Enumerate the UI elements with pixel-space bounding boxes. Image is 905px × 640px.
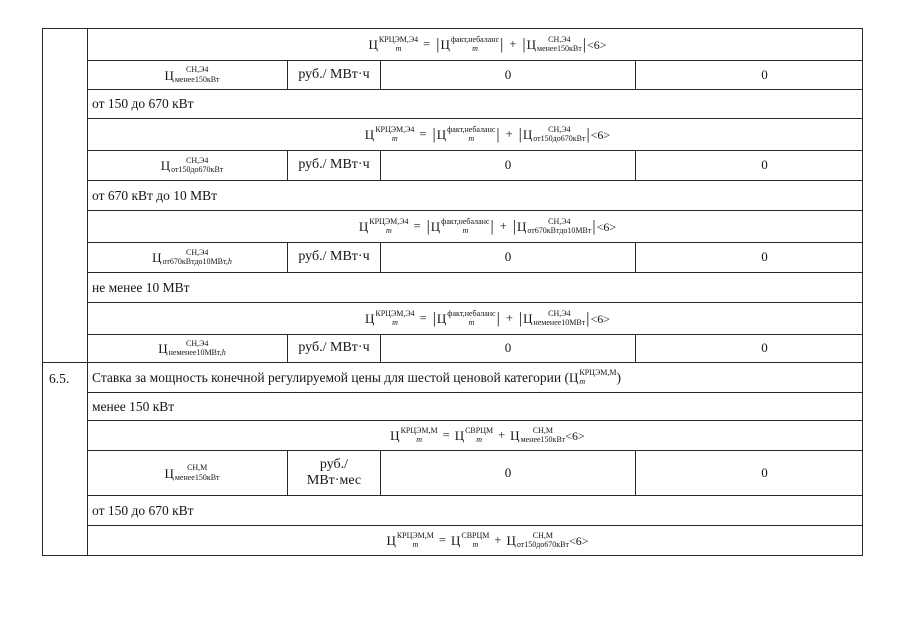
formula-symbol [158,340,226,358]
unit-cell [288,61,381,90]
symbol-superscript: СН,М [187,463,208,472]
value-cell [636,151,863,181]
symbol-base: Ц [450,533,461,548]
symbol-indices [441,218,489,236]
symbol-superscript: КРЦЭМ,Э4 [375,308,415,318]
formula-row [43,211,863,243]
formula-symbol [440,36,499,54]
symbol-subscript: от150до670кВт [171,165,224,174]
symbol-subscript: менее150кВт [537,44,582,53]
formula [365,310,610,328]
value-text: 0 [504,157,512,173]
symbol-subscript [579,378,616,387]
capacity-range-cell [88,273,863,303]
unit-cell [288,451,381,496]
symbol-indices [521,427,566,445]
formula-operator: | [518,125,522,143]
symbol-superscript: СВРЦМ [465,425,494,435]
formula-operator: | [582,35,586,53]
value-text: 0 [504,66,512,82]
formula-symbol [164,464,219,482]
symbol-subscript [369,227,408,236]
capacity-range-cell [88,393,863,421]
formula-symbol [437,310,496,328]
symbol-base: Ц [436,311,447,326]
formula-row [43,29,863,61]
symbol-subscript: неменее10МВт [533,318,586,327]
formula-operator: | [432,125,436,143]
value-cell [381,451,636,496]
symbol-superscript: факт,небаланс [447,124,496,134]
symbol-base: Ц [358,219,369,234]
symbol-base: Ц [440,37,450,52]
formula-operator: = [419,311,427,326]
symbol-superscript: СВРЦМ [461,530,490,540]
tariff-row [43,335,863,363]
symbol-base: Ц [569,370,579,385]
formula-operator: = [438,533,446,548]
symbol-base: Ц [368,37,378,52]
italic-index: m [468,318,475,327]
tariff-symbol-cell [88,335,288,363]
value-text: 0 [504,249,512,265]
tariff-symbol-cell [88,451,288,496]
tariff-row [43,243,863,273]
tariff-row [43,151,863,181]
capacity-range-cell [88,90,863,119]
formula-symbol [523,126,586,144]
formula-symbol [510,427,565,445]
symbol-indices [461,532,489,550]
capacity-range-label: не менее 10 МВт [92,279,190,295]
formula-operator: + [499,219,507,234]
symbol-subscript [465,436,493,445]
tariff-symbol [158,340,226,358]
formula [365,126,610,144]
formula-operator: | [586,125,590,143]
unit-label: руб./ МВт·ч [298,157,370,173]
symbol-superscript: КРЦЭМ,М [579,367,617,377]
capacity-range-label: от 670 кВт до 10 МВт [92,187,218,203]
tariff-symbol-cell [88,151,288,181]
formula-operator: + [505,127,513,142]
capacity-range-row [43,393,863,421]
symbol-subscript: менее150кВт [520,435,566,444]
value-text: 0 [761,464,768,480]
symbol-base: Ц [364,127,375,142]
capacity-range-row [43,181,863,211]
value-cell [636,335,863,363]
symbol-superscript: КРЦЭМ,М [396,530,434,540]
value-text: 0 [761,157,768,173]
tariff-symbol-cell [88,243,288,273]
symbol-base: Ц [510,428,520,443]
symbol-indices [579,369,616,387]
symbol-subscript [447,319,495,328]
symbol-superscript: КРЦЭМ,Э4 [378,34,419,44]
formula-symbol [164,66,219,84]
formula-symbol [369,36,419,54]
value-text: 0 [761,249,768,265]
symbol-superscript: СН,Э4 [185,247,209,257]
formula-symbol [359,218,409,236]
formula-symbol [451,532,489,550]
unit-cell [288,151,381,181]
section-number-cell [43,363,88,556]
formula-operator: | [512,217,516,235]
symbol-subscript: менее150кВт [174,74,220,84]
formula-operator: = [413,219,421,234]
formula-cell [88,119,863,151]
symbol-superscript: КРЦЭМ,Э4 [369,216,409,226]
symbol-base: Ц [164,67,174,83]
formula-row [43,303,863,335]
symbol-indices [162,249,231,267]
symbol-superscript: СН,Э4 [548,124,571,134]
unit-label: руб./ МВт·ч [298,249,370,265]
section-number-cell [43,29,88,363]
formula-operator: | [592,217,596,235]
italic-index: m [476,435,482,444]
formula-operator: | [432,309,436,327]
formula-cell [88,526,863,556]
italic-index: m [468,134,475,143]
symbol-base: Ц [516,219,527,234]
symbol-superscript: КРЦЭМ,М [400,425,438,435]
symbol-subscript: неменее10МВт,h [168,348,226,357]
formula-symbol [386,532,433,550]
symbol-superscript: факт,небаланс [450,34,500,44]
formula-operator: <6> [590,311,610,326]
value-text: 0 [761,340,768,356]
formula-operator: = [442,428,450,443]
symbol-superscript: СН,Э4 [185,155,209,165]
symbol-superscript: СН,Э4 [548,308,571,318]
section-title [92,369,621,387]
symbol-superscript: СН,Э4 [185,338,209,348]
symbol-indices [533,310,585,328]
symbol-superscript: СН,Э4 [185,65,209,74]
formula-symbol [455,427,493,445]
symbol-superscript: СН,Э4 [548,34,571,44]
symbol-subscript: менее150кВт [174,472,220,482]
tariff-symbol-cell [88,61,288,90]
symbol-indices [169,340,226,358]
section-number: 6.5. [49,371,70,386]
symbol-indices [375,126,414,144]
capacity-range-row [43,90,863,119]
symbol-indices [533,126,585,144]
symbol-superscript: СН,М [532,425,554,435]
formula-operator: <6> [596,219,617,234]
tariff-row [43,61,863,90]
formula [359,218,616,236]
value-cell [636,451,863,496]
formula-symbol [523,310,585,328]
italic-index: h [227,257,232,266]
formula-operator: <6> [586,37,607,52]
formula-operator: <6> [569,533,589,548]
formula-symbol [517,218,591,236]
capacity-range-label: менее 150 кВт [92,398,175,414]
symbol-indices [379,36,418,54]
capacity-range-label: от 150 до 670 кВт [92,502,194,518]
formula-operator: + [509,37,517,52]
capacity-range-row [43,496,863,526]
symbol-base: Ц [436,127,447,142]
formula-row [43,526,863,556]
symbol-indices [375,310,414,328]
symbol-indices [465,427,493,445]
symbol-superscript: СН,Э4 [548,216,571,226]
symbol-base: Ц [526,37,536,52]
formula-operator: | [522,35,526,53]
symbol-indices [527,218,591,236]
symbol-base: Ц [365,311,375,326]
formula-cell [88,211,863,243]
symbol-base: Ц [390,428,400,443]
italic-index: m [416,435,422,444]
section-title-row [43,363,863,393]
symbol-indices [369,218,408,236]
symbol-base: Ц [522,127,533,142]
formula-row [43,119,863,151]
tariff-symbol [161,157,224,175]
formula-operator: + [494,533,502,548]
unit-label: руб./ МВт·мес [306,456,362,488]
symbol-subscript [375,319,414,328]
formula-operator: | [436,35,440,53]
symbol-indices [397,532,434,550]
formula-symbol [365,310,415,328]
formula-symbol [431,218,490,236]
tariff-table [42,28,863,556]
symbol-subscript [441,227,489,236]
formula-symbol [569,369,616,387]
tariff-symbol [164,464,219,482]
value-text: 0 [761,66,768,82]
value-cell [381,151,636,181]
symbol-base: Ц [430,219,441,234]
symbol-indices [451,36,499,54]
value-cell [381,335,636,363]
italic-index: h [221,348,226,357]
formula-symbol [390,427,437,445]
formula-operator: | [426,217,430,235]
symbol-subscript: от150до670кВт [516,540,570,549]
symbol-base: Ц [386,533,396,548]
formula-operator: <6> [590,127,611,142]
formula-operator: <6> [565,428,585,443]
tariff-symbol [164,66,219,84]
italic-index: m [579,377,586,386]
formula-cell [88,421,863,451]
symbol-base: Ц [506,533,516,548]
formula-operator: | [518,309,523,327]
formula [386,532,588,550]
value-cell [381,243,636,273]
value-text: 0 [504,340,512,356]
capacity-range-label: от 150 до 670 кВт [92,96,194,112]
capacity-range-cell [88,181,863,211]
unit-label: руб./ МВт·ч [298,66,370,82]
symbol-indices [171,157,223,175]
symbol-subscript [397,541,434,550]
formula-cell [88,29,863,61]
symbol-base: Ц [164,465,174,481]
symbol-indices [175,66,220,84]
italic-index: m [472,44,478,53]
symbol-indices [401,427,438,445]
symbol-base: Ц [160,158,171,173]
capacity-range-cell [88,496,863,526]
formula-cell [88,303,863,335]
symbol-subscript [451,45,499,54]
symbol-base: Ц [158,341,168,356]
formula-row [43,421,863,451]
value-cell [636,61,863,90]
formula-operator: = [423,37,431,52]
formula-symbol [506,532,569,550]
formula [390,427,585,445]
italic-index: m [392,318,398,327]
formula-text: Ставка за мощность конечной регулируемой цены для шестой ценовой категории ( [92,369,569,385]
symbol-subscript [401,436,438,445]
symbol-subscript [379,45,418,54]
value-cell [381,61,636,90]
formula-operator: | [496,125,500,143]
symbol-indices [175,464,220,482]
italic-index: m [472,540,479,549]
unit-cell [288,335,381,363]
italic-index: m [395,44,402,53]
symbol-indices [517,532,569,550]
formula-operator: | [586,309,590,327]
symbol-indices [447,126,495,144]
symbol-subscript [375,135,414,144]
italic-index: m [412,540,419,549]
symbol-superscript: факт,небаланс [441,216,490,226]
symbol-superscript: СН,М [532,530,554,540]
unit-cell [288,243,381,273]
formula-symbol [527,36,582,54]
formula-symbol [365,126,415,144]
tariff-symbol [152,249,232,267]
tariff-row [43,451,863,496]
formula-operator: = [419,127,427,142]
symbol-base: Ц [454,428,465,443]
formula [369,36,607,54]
symbol-subscript: от670кВтдо10МВт,h [162,257,232,266]
unit-label: руб./ МВт·ч [298,340,370,356]
formula-operator: | [500,35,504,53]
symbol-subscript: от150до670кВт [533,134,586,143]
formula-symbol [152,249,232,267]
italic-index: m [391,134,398,143]
symbol-indices [447,310,495,328]
symbol-base: Ц [152,250,162,265]
symbol-indices [537,36,582,54]
value-text: 0 [504,464,512,480]
formula-text: ) [616,369,621,385]
italic-index: m [462,226,469,235]
symbol-superscript: КРЦЭМ,Э4 [375,124,415,134]
symbol-superscript: факт,небаланс [447,308,496,318]
formula-operator: + [498,428,506,443]
symbol-subscript: от670кВтдо10МВт [527,226,592,235]
capacity-range-row [43,273,863,303]
italic-index: m [386,226,392,235]
formula-operator: | [496,309,500,327]
formula-operator: | [490,217,494,235]
formula-operator: + [505,311,513,326]
symbol-subscript [461,541,489,550]
section-title-cell [88,363,863,393]
symbol-base: Ц [523,311,533,326]
formula-symbol [161,157,224,175]
value-cell [636,243,863,273]
formula-symbol [437,126,496,144]
symbol-subscript [447,135,495,144]
